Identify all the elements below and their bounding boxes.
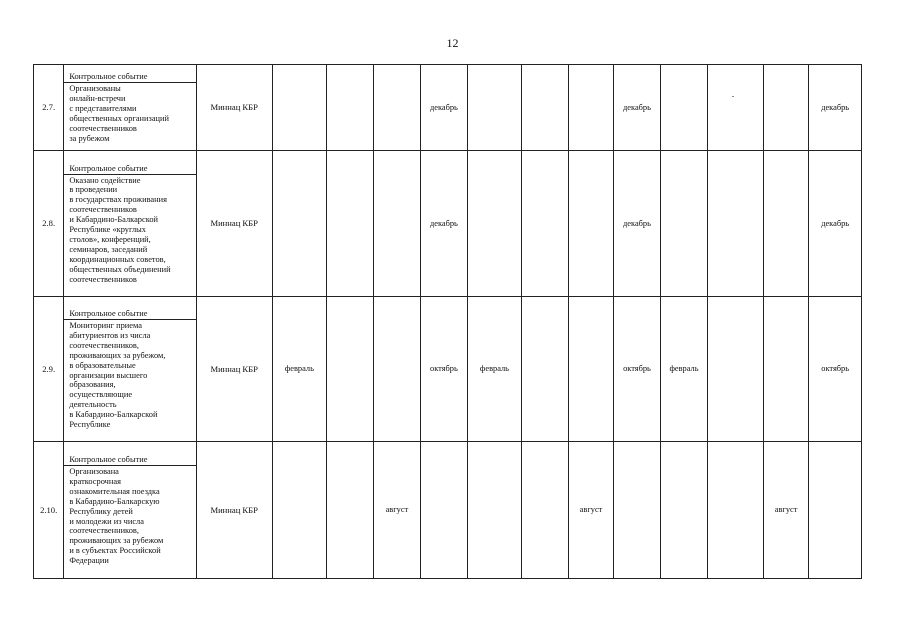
responsible-executor: Миннац КБР — [196, 442, 272, 579]
control-event-label: Контрольное событие — [64, 71, 195, 83]
row-number: 2.7. — [34, 65, 64, 151]
schedule-cell — [373, 151, 421, 297]
event-description-cell — [64, 65, 196, 151]
schedule-cell — [272, 442, 327, 579]
schedule-cell — [708, 65, 764, 151]
responsible-executor: Миннац КБР — [196, 297, 272, 442]
event-description: Оказано содействие в проведении в государствах проживания соотечественников и Кабардино-Балкарской Республике «круглых столов», конференций, семинаров, заседаний координационных советов, общественных объединений соотечественников — [69, 175, 171, 284]
schedule-cell — [522, 151, 569, 297]
schedule-cell — [373, 297, 421, 442]
schedule-cell — [272, 151, 327, 297]
schedule-cell: август — [373, 442, 421, 579]
table-row — [34, 151, 862, 297]
schedule-cell — [373, 65, 421, 151]
table-row — [34, 297, 862, 442]
row-number: 2.8. — [34, 151, 64, 297]
schedule-cell — [522, 65, 569, 151]
schedule-cell: декабрь — [614, 65, 661, 151]
schedule-cell — [660, 151, 708, 297]
schedule-cell — [327, 442, 374, 579]
event-description-cell — [64, 297, 196, 442]
schedule-cell: август — [763, 442, 808, 579]
control-event-label: Контрольное событие — [64, 163, 195, 175]
control-event-label: Контрольное событие — [64, 454, 195, 466]
schedule-cell — [467, 65, 522, 151]
schedule-cell — [660, 442, 708, 579]
schedule-cell — [708, 297, 764, 442]
schedule-cell — [568, 297, 613, 442]
schedule-cell — [763, 151, 808, 297]
schedule-cell: декабрь — [421, 151, 468, 297]
schedule-cell: октябрь — [809, 297, 862, 442]
schedule-cell — [708, 151, 764, 297]
schedule-cell — [327, 65, 374, 151]
table-row — [34, 442, 862, 579]
table-row — [34, 65, 862, 151]
responsible-executor: Миннац КБР — [196, 65, 272, 151]
schedule-cell — [421, 442, 468, 579]
schedule-cell: октябрь — [614, 297, 661, 442]
schedule-cell: август — [568, 442, 613, 579]
row-number: 2.9. — [34, 297, 64, 442]
scan-speck — [732, 96, 734, 97]
schedule-cell: февраль — [467, 297, 522, 442]
schedule-cell — [568, 151, 613, 297]
schedule-cell: декабрь — [614, 151, 661, 297]
schedule-cell — [763, 65, 808, 151]
schedule-cell — [327, 297, 374, 442]
schedule-cell — [809, 442, 862, 579]
schedule-cell — [568, 65, 613, 151]
event-description-cell — [64, 151, 196, 297]
schedule-cell — [522, 442, 569, 579]
event-description: Организована краткосрочная ознакомительная поездка в Кабардино-Балкарскую Республику детей и молодежи из числа соотечественников, проживающих за рубежом и в субъектах Российской Федерации — [69, 466, 164, 566]
responsible-executor: Миннац КБР — [196, 151, 272, 297]
schedule-cell — [708, 442, 764, 579]
schedule-cell — [660, 65, 708, 151]
schedule-cell: декабрь — [421, 65, 468, 151]
event-description: Организованы онлайн-встречи с представителями общественных организаций соотечественников за рубежом — [69, 84, 169, 143]
schedule-cell — [327, 151, 374, 297]
schedule-cell: декабрь — [809, 65, 862, 151]
schedule-cell — [614, 442, 661, 579]
row-number: 2.10. — [34, 442, 64, 579]
schedule-cell — [467, 151, 522, 297]
schedule-cell: февраль — [660, 297, 708, 442]
schedule-cell — [467, 442, 522, 579]
event-description-cell — [64, 442, 196, 579]
schedule-cell: февраль — [272, 297, 327, 442]
page-number: 12 — [446, 36, 459, 50]
schedule-table — [33, 64, 862, 579]
schedule-cell — [763, 297, 808, 442]
schedule-cell — [522, 297, 569, 442]
schedule-cell: декабрь — [809, 151, 862, 297]
event-description: Мониторинг приема абитуриентов из числа соотечественников, проживающих за рубежом, в образовательные организации высшего образования, осуществляющие деятельность в Кабардино-Балкарской Республике — [69, 321, 166, 430]
schedule-cell — [272, 65, 327, 151]
schedule-cell: октябрь — [421, 297, 468, 442]
control-event-label: Контрольное событие — [64, 308, 195, 320]
